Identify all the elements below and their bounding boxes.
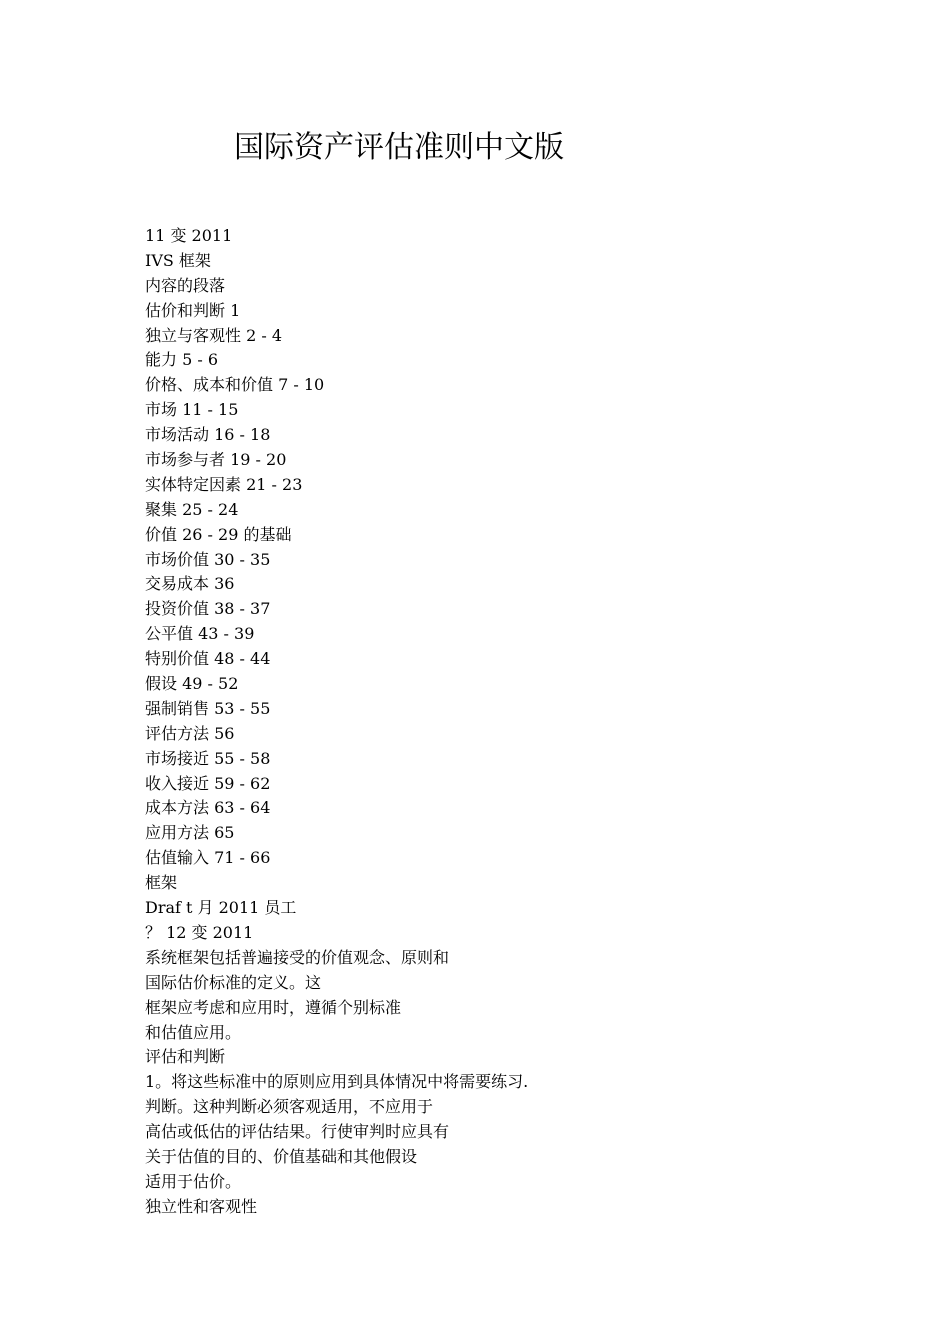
text-line: 11 变 2011: [145, 226, 233, 245]
paragraph-line: 高估或低估的评估结果。行使审判时应具有: [145, 1122, 450, 1142]
toc-entry: 估价和判断 1: [145, 300, 241, 320]
toc-entry: 估值输入 71 - 66: [145, 848, 271, 868]
toc-entry: 投资价值 38 - 37: [145, 599, 271, 619]
text-line: ？ 12 变 2011: [145, 922, 254, 942]
text-line: 内容的段落: [145, 275, 226, 295]
paragraph-line: 关于估值的目的、价值基础和其他假设: [145, 1146, 418, 1166]
toc-entry: 特别价值 48 - 44: [145, 649, 271, 669]
toc-entry: 应用方法 65: [145, 823, 235, 843]
document-body: [145, 224, 905, 1220]
section-heading: 评估和判断: [145, 1047, 226, 1067]
toc-entry: 假设 49 - 52: [145, 674, 239, 694]
toc-entry: 市场 11 - 15: [145, 400, 239, 420]
toc-entry: 价格、成本和价值 7 - 10: [145, 375, 325, 395]
section-heading: 框架: [145, 873, 178, 893]
paragraph-line: 1。将这些标准中的原则应用到具体情况中将需要练习.: [145, 1072, 529, 1092]
toc-entry: 收入接近 59 - 62: [145, 773, 271, 793]
text-line: IVS 框架: [145, 250, 211, 270]
toc-entry: 成本方法 63 - 64: [145, 798, 271, 818]
toc-entry: 市场接近 55 - 58: [145, 748, 271, 768]
section-heading: 独立性和客观性: [145, 1196, 258, 1216]
toc-entry: 交易成本 36: [145, 574, 235, 594]
paragraph-line: 适用于估价。: [145, 1171, 242, 1191]
toc-entry: 能力 5 - 6: [145, 350, 219, 370]
paragraph-line: 和估值应用。: [145, 1022, 242, 1042]
toc-entry: 公平值 43 - 39: [145, 624, 255, 644]
text-line: Draf t 月 2011 员工: [145, 898, 297, 918]
toc-entry: 评估方法 56: [145, 723, 235, 743]
toc-entry: 市场参与者 19 - 20: [145, 450, 287, 470]
document-title: 国际资产评估准则中文版: [234, 130, 564, 165]
toc-entry: 聚集 25 - 24: [145, 499, 239, 519]
toc-entry: 强制销售 53 - 55: [145, 698, 271, 718]
toc-entry: 市场价值 30 - 35: [145, 549, 271, 569]
paragraph-line: 国际估价标准的定义。这: [145, 972, 322, 992]
toc-entry: 独立与客观性 2 - 4: [145, 325, 283, 345]
paragraph-line: 框架应考虑和应用时，遵循个别标准: [145, 997, 402, 1017]
toc-entry: 价值 26 - 29 的基础: [145, 524, 292, 544]
paragraph-line: 系统框架包括普遍接受的价值观念、原则和: [145, 947, 450, 967]
paragraph-line: 判断。这种判断必须客观适用，不应用于: [145, 1097, 434, 1117]
toc-entry: 实体特定因素 21 - 23: [145, 474, 303, 494]
toc-entry: 市场活动 16 - 18: [145, 425, 271, 445]
